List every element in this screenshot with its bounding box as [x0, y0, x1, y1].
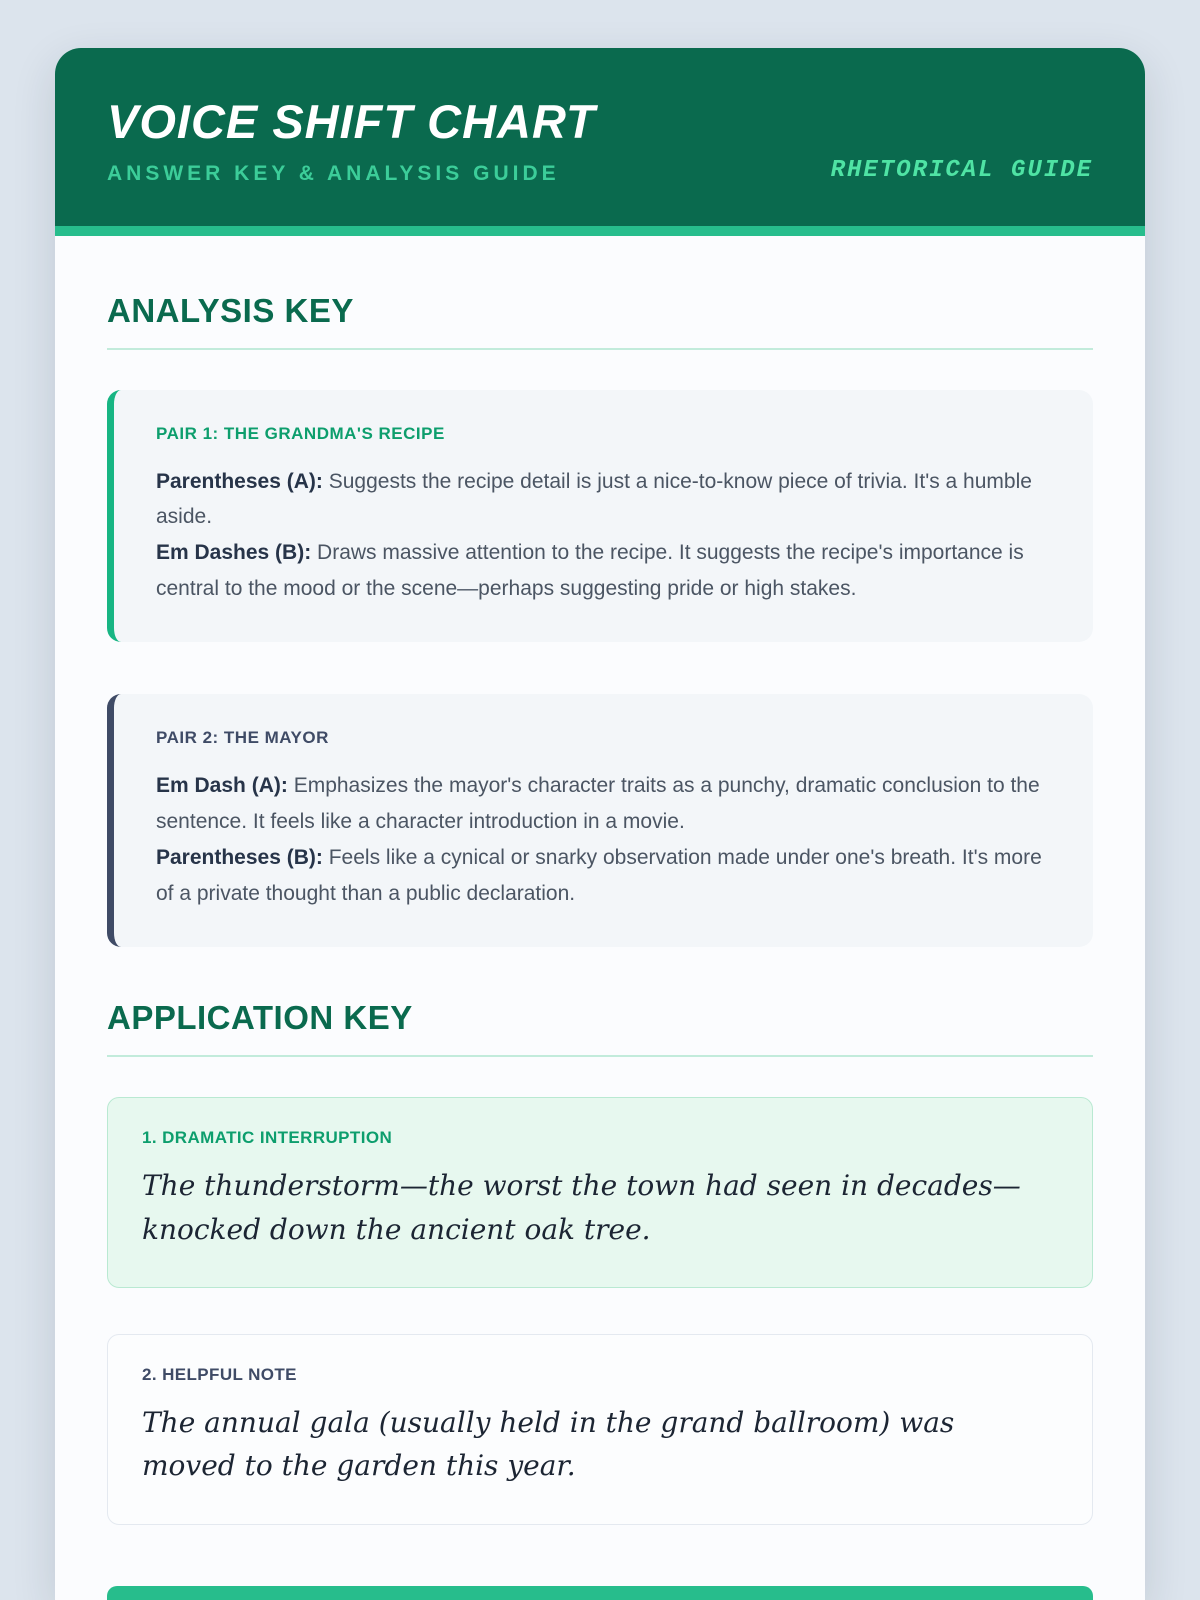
analysis-item-lead: Em Dash (A): — [156, 774, 288, 798]
analysis-item-text: Suggests the recipe detail is just a nice-to-know piece of trivia. It's a humble aside. — [156, 469, 1032, 529]
card-title: 2. HELPFUL NOTE — [142, 1364, 297, 1384]
page-title: VOICE SHIFT CHART — [107, 95, 596, 148]
analysis-item — [156, 840, 1051, 911]
section-divider — [107, 1055, 1093, 1057]
analysis-item-text: Draws massive attention to the recipe. It suggests the recipe's importance is central to the mood or the scene—perhaps suggesting pride or high stakes. — [156, 541, 1024, 600]
section-divider — [107, 348, 1093, 350]
analysis-item-text: Feels like a cynical or snarky observation made under one's breath. It's more of a private thought than a public declaration. — [156, 845, 1042, 905]
header — [55, 48, 1145, 226]
analysis-item-lead: Em Dashes (B): — [156, 541, 312, 565]
analysis-item-text: Emphasizes the mayor's character traits as a punchy, dramatic conclusion to the sentence. It feels like a character introduction in a movie. — [156, 774, 1040, 834]
analysis-key-heading: ANALYSIS KEY — [107, 291, 354, 329]
analysis-item-lead: Parentheses (B): — [156, 845, 323, 869]
rhetorical-guide-badge: RHETORICAL GUIDE — [830, 156, 1093, 184]
partial-next-card — [107, 1586, 1093, 1600]
analysis-card-pair-1 — [107, 390, 1093, 643]
document-body — [55, 236, 1145, 1525]
example-sentence: The annual gala (usually held in the grand ballroom) was moved to the garden this year. — [142, 1405, 955, 1483]
application-card-2 — [107, 1334, 1093, 1525]
analysis-card-pair-2 — [107, 694, 1093, 947]
application-key-section — [107, 999, 1093, 1525]
analysis-item-lead: Parentheses (A): — [156, 469, 323, 493]
card-title: PAIR 1: THE GRANDMA'S RECIPE — [156, 423, 445, 443]
analysis-item — [156, 535, 1051, 606]
analysis-item — [156, 768, 1051, 839]
analysis-item — [156, 464, 1051, 535]
page-subtitle: ANSWER KEY & ANALYSIS GUIDE — [107, 161, 560, 185]
application-key-heading: APPLICATION KEY — [107, 999, 413, 1037]
card-title: 1. DRAMATIC INTERRUPTION — [142, 1128, 393, 1148]
header-left — [107, 96, 596, 186]
header-accent-bar — [55, 226, 1145, 236]
example-sentence: The thunderstorm—the worst the town had seen in decades—knocked down the ancient oak tree. — [142, 1169, 1021, 1246]
application-card-1 — [107, 1097, 1093, 1288]
card-title: PAIR 2: THE MAYOR — [156, 728, 329, 748]
document-card — [55, 48, 1145, 1600]
